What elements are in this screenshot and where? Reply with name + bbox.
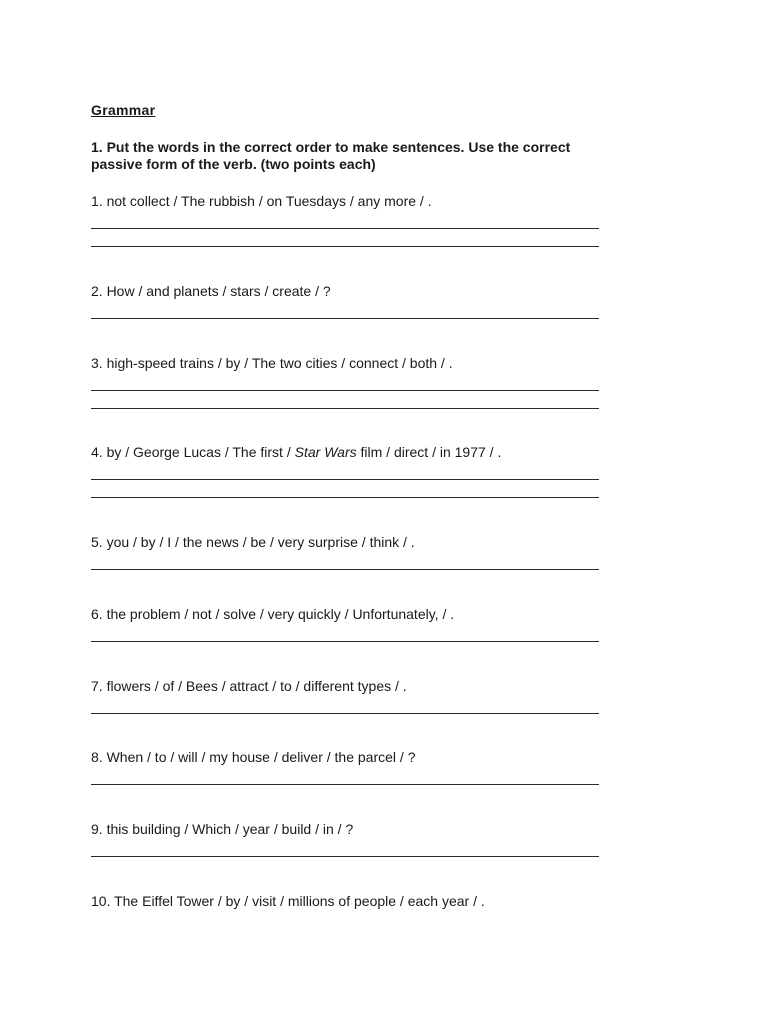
question-prompt: 6. the problem / not / solve / very quickly / Unfortunately, / .: [91, 606, 455, 622]
answer-line[interactable]: [91, 391, 599, 409]
answer-line[interactable]: [91, 767, 599, 785]
instruction-line-1: 1. Put the words in the correct order to make sentences. Use the correct: [91, 139, 571, 155]
question-3: [91, 353, 611, 409]
answer-line[interactable]: [91, 462, 599, 480]
question-7: [91, 676, 611, 714]
question-prompt-end: film / direct / in 1977 / .: [356, 444, 502, 460]
answer-line[interactable]: [91, 552, 599, 570]
question-1: [91, 191, 611, 247]
question-9: [91, 819, 611, 857]
answer-line[interactable]: [91, 480, 599, 498]
question-2: [91, 281, 611, 319]
answer-line[interactable]: [91, 211, 599, 229]
film-title: Star Wars: [294, 444, 357, 460]
answer-line[interactable]: [91, 301, 599, 319]
question-8: [91, 747, 611, 785]
question-prompt: 3. high-speed trains / by / The two cities / connect / both / .: [91, 355, 453, 371]
answer-line[interactable]: [91, 839, 599, 857]
answer-line[interactable]: [91, 373, 599, 391]
question-10: [91, 891, 611, 911]
exercise-instruction: [91, 139, 631, 173]
section-heading: Grammar: [91, 102, 156, 118]
answer-line[interactable]: [91, 624, 599, 642]
instruction-line-2: passive form of the verb. (two points each): [91, 156, 376, 172]
question-prompt: 1. not collect / The rubbish / on Tuesdays / any more / .: [91, 193, 432, 209]
question-prompt: 9. this building / Which / year / build / in / ?: [91, 821, 354, 837]
question-prompt: 8. When / to / will / my house / deliver / the parcel / ?: [91, 749, 416, 765]
question-5: [91, 532, 611, 570]
question-prompt: 10. The Eiffel Tower / by / visit / millions of people / each year / .: [91, 893, 485, 909]
question-6: [91, 604, 611, 642]
question-prompt: 5. you / by / I / the news / be / very surprise / think / .: [91, 534, 415, 550]
answer-line[interactable]: [91, 696, 599, 714]
question-prompt: 7. flowers / of / Bees / attract / to / different types / .: [91, 678, 407, 694]
question-4: [91, 442, 611, 498]
question-prompt-start: 4. by / George Lucas / The first /: [91, 444, 295, 460]
answer-line[interactable]: [91, 229, 599, 247]
question-prompt: [91, 442, 611, 462]
question-prompt: 2. How / and planets / stars / create / ?: [91, 283, 331, 299]
